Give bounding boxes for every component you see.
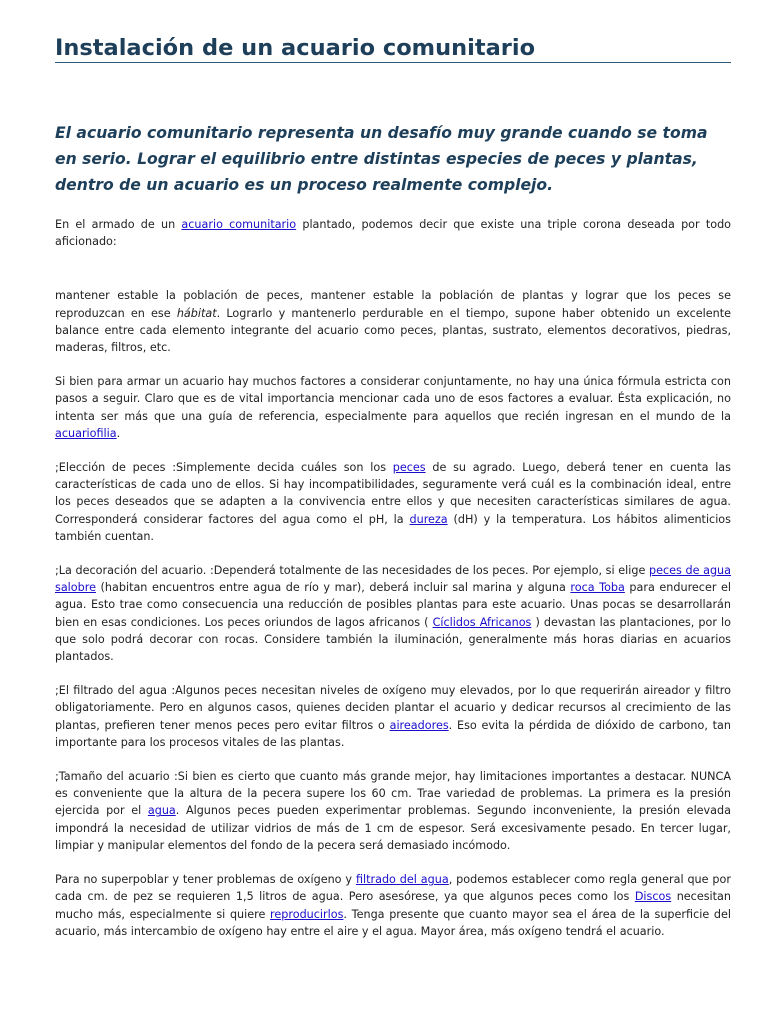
link-dureza[interactable]: dureza [409, 512, 448, 526]
link-reproducirlos[interactable]: reproducirlos [270, 907, 344, 921]
paragraph-factores: Si bien para armar un acuario hay muchos factores a considerar conjuntamente, no hay una única fórmula estricta con pasos a seguir. Claro que es de vital importancia mencionar cada uno de esos factores a evaluar. Ésta explicación, no intenta ser más que una guía de referencia, especialmente para aquellos que recién ingresan en el mundo de la acuariofilia. [55, 375, 731, 440]
link-filtrado-del-agua[interactable]: filtrado del agua [355, 873, 449, 887]
paragraph-triple-corona: mantener estable la población de peces, mantener estable la población de plantas y lograr que los peces se reproduzcan en ese hábitat. Lograrlo y mantenerlo perdurable en el tiempo, supone haber obtenido un excelente balance entre cada elemento integrante del acuario como peces, plantas, sustrato, elementos decorativos, piedras, maderas, filtros, etc. [55, 289, 731, 355]
page-title: Instalación de un acuario comunitario [55, 0, 731, 63]
paragraph-superpoblar: Para no superpoblar y tener problemas de oxígeno y filtrado del agua, podemos establecer como regla general que por cada cm. de pez se requieren 1,5 litros de agua. Pero asesórese, ya que algunos peces como los Discos necesitan mucho más, especialmente si quiere reproducirlos. Tenga presente que cuanto mayor sea el área de la superficie del acuario, más intercambio de oxígeno hay entre el aire y el agua. Mayor área, más oxígeno tendrá el acuario. [55, 873, 731, 938]
link-peces-agua-salobre[interactable]: peces de agua salobre [55, 564, 731, 595]
link-roca-toba[interactable]: roca Toba [570, 581, 625, 595]
link-discos[interactable]: Discos [634, 890, 672, 904]
link-aireadores[interactable]: aireadores [389, 718, 449, 732]
paragraph-tamano: ;Tamaño del acuario :Si bien es cierto que cuanto más grande mejor, hay limitaciones importantes a destacar. NUNCA es conveniente que la altura de la pecera supere los 60 cm. Trae variedad de problemas. La primera es la presión ejercida por el agua. Algunos peces pueden experimentar problemas. Segundo inconveniente, la presión elevada impondrá la necesidad de utilizar vidrios de más de 1 cm de espesor. Será excesivamente pesado. En tercer lugar, limpiar y manipular elementos del fondo de la pecera será demasiado incómodo. [55, 770, 731, 852]
link-acuariofilia[interactable]: acuariofilia [55, 426, 117, 440]
link-acuario-comunitario[interactable]: acuario comunitario [181, 218, 297, 231]
lead-paragraph: El acuario comunitario representa un desafío muy grande cuando se toma en serio. Lograr el equilibrio entre distintas especies de peces y plantas, dentro de un acuario es un proceso realmente complejo. [55, 124, 708, 194]
link-peces[interactable]: peces [392, 461, 426, 475]
paragraph-decoracion: ;La decoración del acuario. :Dependerá totalmente de las necesidades de los peces. Por ejemplo, si elige peces de agua salobre (habitan encuentros entre agua de río y mar), deberá incluir sal marina y alguna roca Toba para endurecer el agua. Esto trae como consecuencia una reducción de posibles plantas para este acuario. Unas pocas se desarrollarán bien en esas condiciones. Los peces oriundos de lagos africanos ( Cíclidos Africanos ) devastan las plantaciones, por lo que solo podrá decorar con rocas. Considere también la iluminación, generalmente más horas diarias en acuarios plantados. [55, 564, 731, 664]
link-ciclidos-africanos[interactable]: Cíclidos Africanos [432, 615, 532, 629]
paragraph-eleccion-peces: ;Elección de peces :Simplemente decida cuáles son los peces de su agrado. Luego, deberá tener en cuenta las características de cada uno de ellos. Si hay incompatibilidades, seguramente verá cuál es la combinación ideal, entre los peces deseados que se adapten a la convivencia entre ellos y que necesiten características similares de agua. Corresponderá considerar factores del agua como el pH, la dureza (dH) y la temperatura. Los hábitos alimenticios también cuentan. [55, 461, 731, 543]
paragraph-intro: En el armado de un acuario comunitario plantado, podemos decir que existe una triple corona deseada por todo aficionado: [55, 218, 732, 249]
link-agua[interactable]: agua [147, 804, 176, 818]
paragraph-filtrado: ;El filtrado del agua :Algunos peces necesitan niveles de oxígeno muy elevados, por lo que requerirán aireador y filtro obligatoriamente. Pero en algunos casos, quienes deciden plantar el acuario y dedicar recursos al crecimiento de las plantas, prefieren tener menos peces pero evitar filtros o aireadores. Eso evita la pérdida de dióxido de carbono, tan importante para los procesos vitales de las plantas. [55, 684, 731, 749]
